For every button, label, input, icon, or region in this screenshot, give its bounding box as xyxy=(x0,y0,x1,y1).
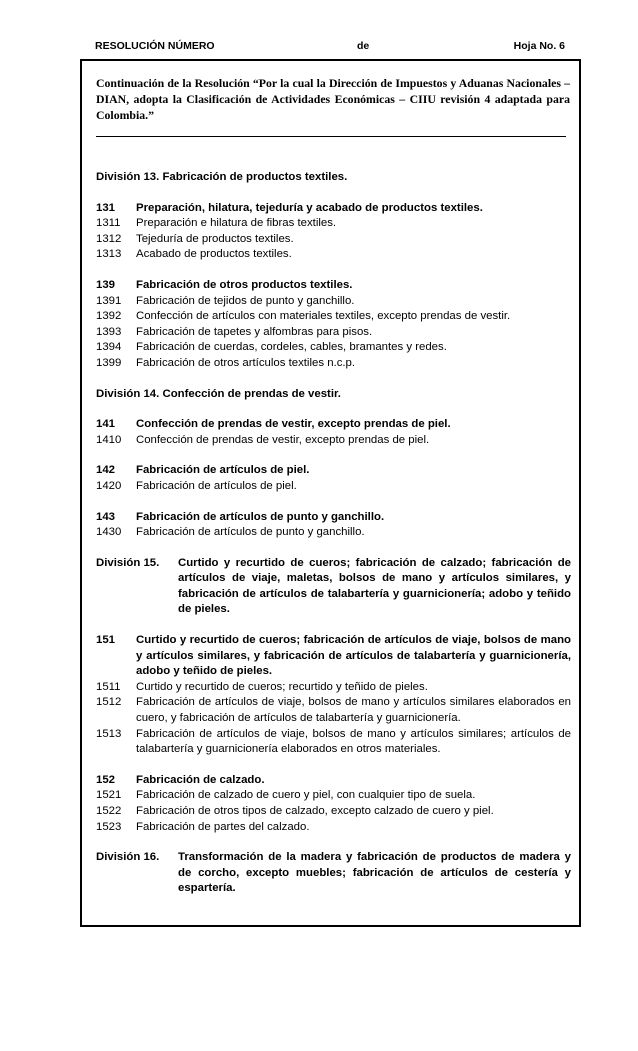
class-text: Fabricación de artículos de punto y ganchillo. xyxy=(136,526,365,539)
class-code: 1511 xyxy=(96,680,121,693)
class-code: 1311 xyxy=(96,217,121,230)
division-13-title: División 13. Fabricación de productos textiles. xyxy=(96,171,348,183)
class-code: 1523 xyxy=(96,820,122,833)
sheet-number: Hoja No. 6 xyxy=(513,40,565,52)
class-code: 1391 xyxy=(96,294,122,307)
class-text: Fabricación de tapetes y alfombras para pisos. xyxy=(136,325,373,338)
group-code: 131 xyxy=(96,201,116,214)
class-row xyxy=(96,356,571,372)
group-152 xyxy=(96,773,571,835)
group-title: Curtido y recurtido de cueros; fabricación de artículos de viaje, bolsos de mano y artículos similares, y fabricación de artículos de talabartería y guarnicionería, adobo y teñido de pieles. xyxy=(136,634,571,678)
class-row xyxy=(96,788,571,804)
group-title: Preparación, hilatura, tejeduría y acabado de productos textiles. xyxy=(136,201,483,214)
class-code: 1522 xyxy=(96,805,122,817)
class-row xyxy=(96,804,571,820)
group-code: 152 xyxy=(96,773,116,786)
class-text: Fabricación de partes del calzado. xyxy=(136,820,310,833)
classification-content xyxy=(96,170,571,912)
division-16-title xyxy=(96,850,571,897)
separator-line xyxy=(96,136,566,137)
group-title: Confección de prendas de vestir, excepto prendas de piel. xyxy=(136,418,451,431)
group-139 xyxy=(96,278,571,372)
division-text: Curtido y recurtido de cueros; fabricación de calzado; fabricación de artículos de viaje, maletas, bolsos de mano y artículos similares, y fabricación de artículos de talabartería y guarnicionería; adobo y teñido de pieles. xyxy=(178,556,571,616)
division-text: Transformación de la madera y fabricación de productos de madera y de corcho, excepto muebles; fabricación de artículos de cestería y espartería. xyxy=(178,851,571,895)
class-row xyxy=(96,309,571,325)
class-text: Fabricación de artículos de viaje, bolsos de mano y artículos similares elaborados en cuero, y fabricación de artículos de talabartería y guarnicionería. xyxy=(136,696,571,725)
group-code: 151 xyxy=(96,634,116,647)
class-row xyxy=(96,340,571,356)
resolution-number-label: RESOLUCIÓN NÚMERO xyxy=(95,40,215,52)
class-row xyxy=(96,433,571,449)
division-label: División 16. xyxy=(96,851,160,864)
class-code: 1512 xyxy=(96,696,122,709)
group-code: 139 xyxy=(96,278,116,291)
class-text: Fabricación de artículos de viaje, bolsos de mano y artículos similares; artículos de talabartería y guarnicionería elaborados en otros materiales. xyxy=(136,727,571,756)
class-row xyxy=(96,479,571,495)
class-text: Fabricación de artículos de piel. xyxy=(136,479,297,492)
class-code: 1521 xyxy=(96,789,122,802)
group-142 xyxy=(96,463,571,494)
class-text: Curtido y recurtido de cueros; recurtido y teñido de pieles. xyxy=(136,680,428,693)
class-code: 1393 xyxy=(96,325,122,338)
group-141 xyxy=(96,417,571,448)
class-row xyxy=(96,727,571,758)
group-143 xyxy=(96,510,571,541)
class-code: 1394 xyxy=(96,341,122,354)
class-text: Fabricación de otros tipos de calzado, excepto calzado de cuero y piel. xyxy=(136,805,494,817)
class-row xyxy=(96,294,571,310)
class-row xyxy=(96,525,571,541)
class-row xyxy=(96,695,571,726)
division-15-title xyxy=(96,556,571,618)
class-text: Tejeduría de productos textiles. xyxy=(136,232,294,245)
class-row xyxy=(96,820,571,836)
group-heading xyxy=(96,278,571,294)
group-heading xyxy=(96,201,571,217)
group-151 xyxy=(96,633,571,758)
group-code: 142 xyxy=(96,464,116,477)
group-code: 143 xyxy=(96,510,116,523)
class-code: 1420 xyxy=(96,479,122,492)
division-label: División 15. xyxy=(96,556,160,569)
class-row xyxy=(96,680,571,696)
continuation-intro: Continuación de la Resolución “Por la cual la Dirección de Impuestos y Aduanas Nacionales – DIAN, adopta la Clasificación de Actividades Económicas – CIIU revisión 4 adaptada para Colombia.” xyxy=(96,76,570,122)
group-heading xyxy=(96,417,571,433)
date-label: de xyxy=(357,40,370,52)
class-code: 1513 xyxy=(96,727,122,740)
class-text: Preparación e hilatura de fibras textiles. xyxy=(136,217,337,230)
group-heading xyxy=(96,510,571,526)
class-text: Fabricación de calzado de cuero y piel, con cualquier tipo de suela. xyxy=(136,789,476,802)
class-text: Confección de prendas de vestir, excepto prendas de piel. xyxy=(136,433,430,446)
class-row xyxy=(96,216,571,232)
class-code: 1392 xyxy=(96,310,122,323)
group-code: 141 xyxy=(96,418,116,431)
division-14-title: División 14. Confección de prendas de vestir. xyxy=(96,387,341,400)
class-text: Confección de artículos con materiales textiles, excepto prendas de vestir. xyxy=(136,310,511,323)
class-row xyxy=(96,325,571,341)
group-heading xyxy=(96,463,571,479)
class-code: 1430 xyxy=(96,526,122,539)
group-title: Fabricación de artículos de piel. xyxy=(136,464,310,477)
class-code: 1312 xyxy=(96,232,122,245)
group-heading xyxy=(96,633,571,680)
class-code: 1313 xyxy=(96,248,122,261)
group-title: Fabricación de calzado. xyxy=(136,773,265,786)
class-text: Acabado de productos textiles. xyxy=(136,248,292,261)
page-header xyxy=(95,40,565,56)
group-heading xyxy=(96,773,571,789)
class-row xyxy=(96,232,571,248)
class-text: Fabricación de otros artículos textiles n.c.p. xyxy=(136,356,356,369)
class-row xyxy=(96,247,571,263)
class-code: 1410 xyxy=(96,433,122,446)
class-code: 1399 xyxy=(96,356,122,369)
class-text: Fabricación de tejidos de punto y ganchillo. xyxy=(136,294,355,307)
class-text: Fabricación de cuerdas, cordeles, cables, bramantes y redes. xyxy=(136,341,447,354)
group-title: Fabricación de artículos de punto y ganchillo. xyxy=(136,510,385,523)
group-131 xyxy=(96,201,571,263)
group-title: Fabricación de otros productos textiles. xyxy=(136,278,353,291)
